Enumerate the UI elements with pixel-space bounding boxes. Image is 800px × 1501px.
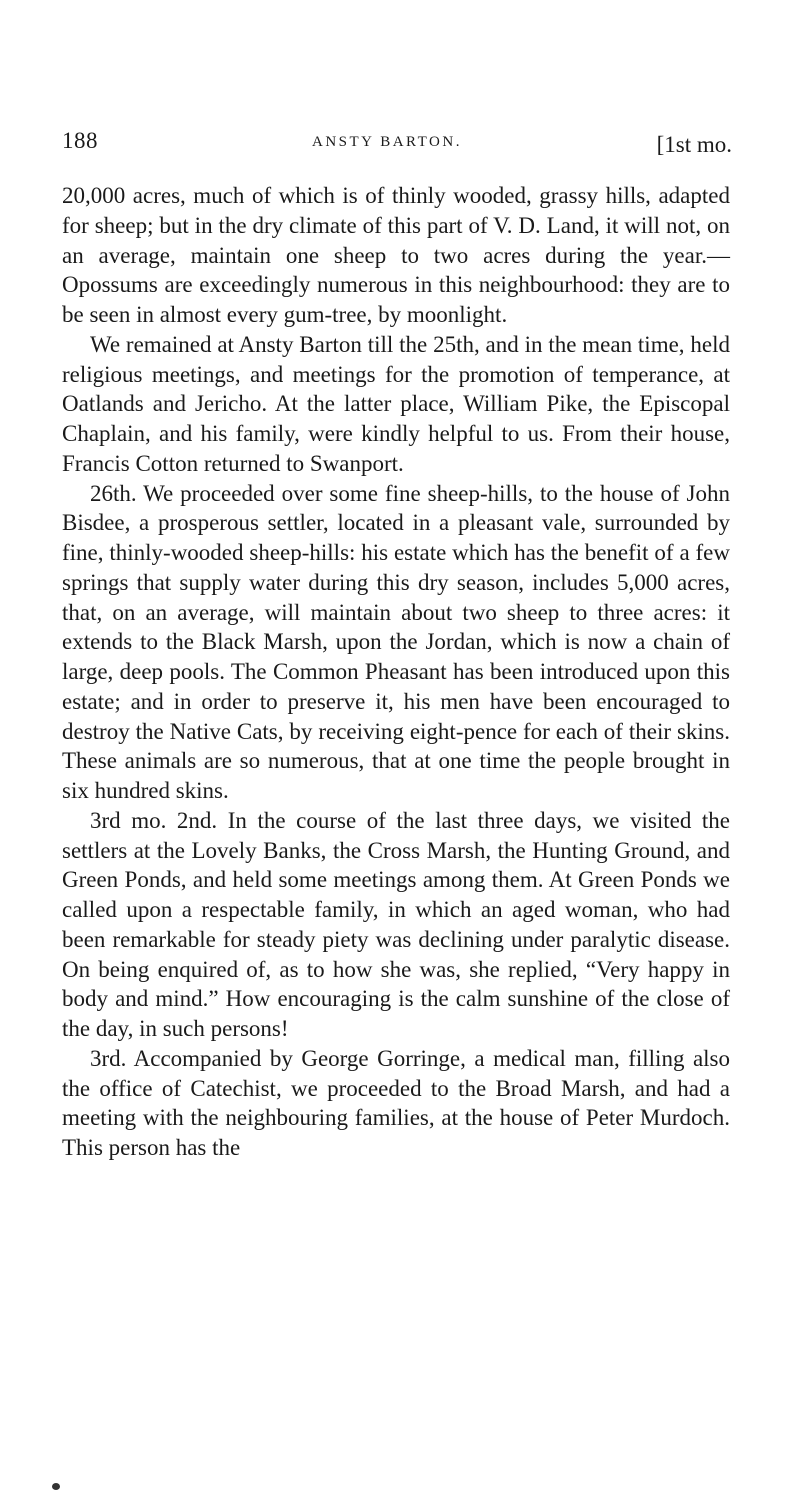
body-text <box>62 181 730 1163</box>
running-date: [1st mo. <box>656 132 732 157</box>
ink-speck <box>52 1483 60 1490</box>
paragraph-3rd: 3rd. Accompanied by George Gorringe, a medical man, filling also the office of Catechist, we proceeded to the Broad Marsh, and had a meeting with the neighbouring families, at the house of Peter Murdoch. This person has the <box>62 1045 730 1160</box>
page-number: 188 <box>62 128 98 153</box>
paragraph-26th: 26th. We proceeded over some fine sheep-hills, to the house of John Bisdee, a prosperous settler, located in a pleasant vale, surrounded by fine, thinly-wooded sheep-hills: his estate which has the benefit of a few springs that supply water during this dry season, includes 5,000 acres, that, on an average, will maintain about two sheep to three acres: it extends to the Black Marsh, upon the Jordan, which is now a chain of large, deep pools. The Common Pheasant has been introduced upon this estate; and in order to preserve it, his men have been encouraged to destroy the Native Cats, by receiving eight-pence for each of their skins. These animals are so numerous, that at one time the people brought in six hundred skins. <box>62 480 730 803</box>
paragraph-3rd-mo-2nd: 3rd mo. 2nd. In the course of the last three days, we visited the settlers at the Lovely Banks, the Cross Marsh, the Hunting Ground, and Green Ponds, and held some meetings among them. At Green Ponds we called upon a respectable family, in which an aged woman, who had been remarkable for steady piety was declining under paralytic disease. On being enquired of, as to how she was, she replied, “Very happy in body and mind.” How encouraging is the calm sunshine of the close of the day, in such persons! <box>62 807 730 1041</box>
paragraph-continuation: 20,000 acres, much of which is of thinly wooded, grassy hills, adapted for sheep; but in the dry climate of this part of V. D. Land, it will not, on an average, maintain one sheep to two acres during the year.—Opossums are exceedingly numerous in this neighbourhood: they are to be seen in almost every gum-tree, by moonlight. <box>62 183 730 327</box>
page-header <box>62 128 732 168</box>
paragraph-ansty-barton: We remained at Ansty Barton till the 25th, and in the mean time, held religious meetings, and meetings for the promotion of temperance, at Oatlands and Jericho. At the latter place, William Pike, the Episcopal Chaplain, and his family, were kindly helpful to us. From their house, Francis Cotton returned to Swanport. <box>62 331 730 476</box>
running-title: ANSTY BARTON. <box>312 134 462 150</box>
